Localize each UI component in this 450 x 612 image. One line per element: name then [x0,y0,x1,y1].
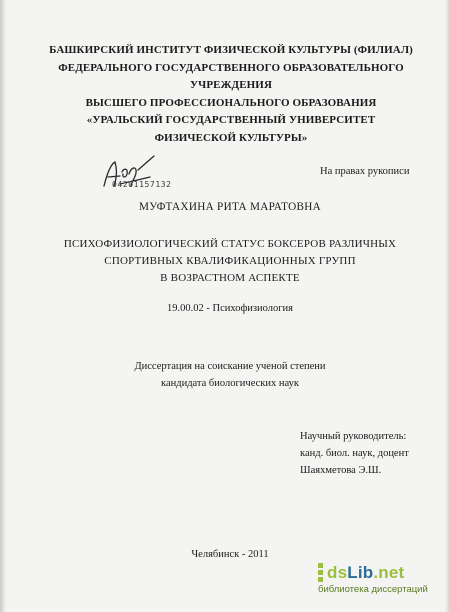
dslib-watermark[interactable] [318,562,436,602]
title-line: В ВОЗРАСТНОМ АСПЕКТЕ [160,271,300,284]
degree-line: Диссертация на соискание ученой степени [134,361,326,372]
logo-dots-icon [318,562,323,583]
specialty-code: 19.00.02 - Психофизиология [166,303,293,314]
dissertation-title [20,236,440,286]
city-year: Челябинск - 2011 [191,549,269,560]
title-line: СПОРТИВНЫХ КВАЛИФИКАЦИОННЫХ ГРУПП [104,254,356,267]
header-line: УЧРЕЖДЕНИЯ [189,79,273,92]
header-line: ФИЗИЧЕСКОЙ КУЛЬТУРЫ» [154,131,308,144]
author-name: МУФТАХИНА РИТА МАРАТОВНА [138,201,321,213]
supervisor-line: Научный руководитель: [300,431,407,442]
logo-lib: Lib [347,562,374,582]
scan-edge-right [445,0,450,612]
logo-net: .net [373,562,405,582]
header-line: ВЫСШЕГО ПРОФЕССИОНАЛЬНОГО ОБРАЗОВАНИЯ [85,96,377,109]
watermark-logo [318,562,436,583]
degree-line: кандидата биологических наук [161,378,299,389]
supervisor-line: канд. биол. наук, доцент [300,448,409,459]
header-line: «УРАЛЬСКИЙ ГОСУДАРСТВЕННЫЙ УНИВЕРСИТЕТ [86,114,376,127]
logo-ds: ds [327,562,348,582]
institution-header [30,42,432,148]
degree-statement [20,358,440,392]
scan-edge-left [0,0,6,612]
supervisor-line: Шаяхметова Э.Ш. [300,465,382,476]
barcode-number: 04201157132 [112,180,172,189]
title-line: ПСИХОФИЗИОЛОГИЧЕСКИЙ СТАТУС БОКСЕРОВ РАЗЛИЧНЫХ [63,238,397,250]
header-line: ФЕДЕРАЛЬНОГО ГОСУДАРСТВЕННОГО ОБРАЗОВАТЕЛЬНОГО [58,61,404,74]
supervisor-block [300,428,409,479]
watermark-caption: библиотека диссертаций [318,584,428,595]
manuscript-note: На правах рукописи [320,166,410,177]
header-line: БАШКИРСКИЙ ИНСТИТУТ ФИЗИЧЕСКОЙ КУЛЬТУРЫ (ФИЛИАЛ) [49,44,413,56]
